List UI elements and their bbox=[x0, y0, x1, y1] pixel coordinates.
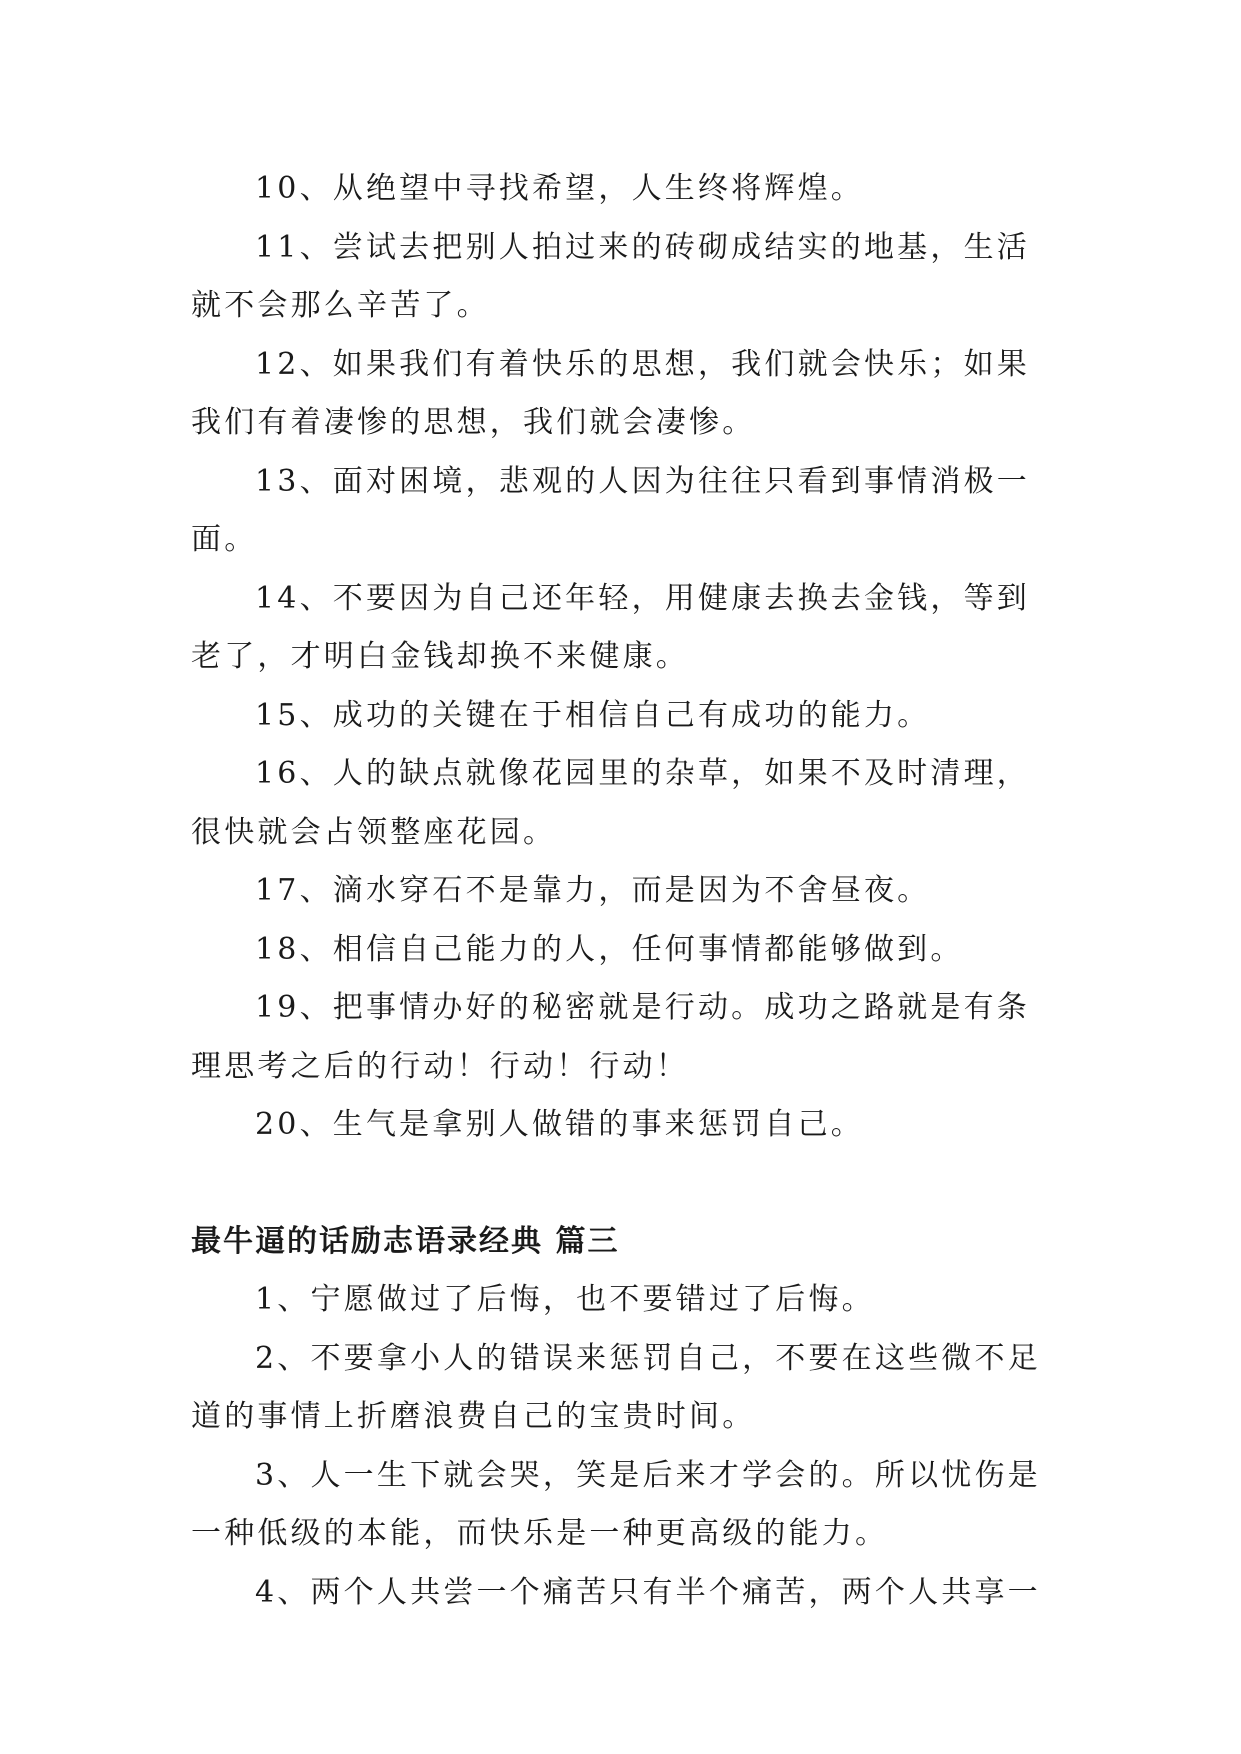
quote-item-13: 13、面对困境，悲观的人因为往往只看到事情消极一面。 bbox=[191, 463, 1030, 557]
quote-item-10: 10、从绝望中寻找希望，人生终将辉煌。 bbox=[255, 171, 864, 206]
quote-item-18: 18、相信自己能力的人，任何事情都能够做到。 bbox=[255, 931, 964, 967]
section-heading: 最牛逼的话励志语录经典 篇三 bbox=[191, 1223, 620, 1259]
quote-item-11: 11、尝试去把别人拍过来的砖砌成结实的地基，生活就不会那么辛苦了。 bbox=[191, 229, 1030, 323]
section3-item-4: 4、两个人共尝一个痛苦只有半个痛苦，两个人共享一 bbox=[255, 1574, 1041, 1610]
section3-item-3: 3、人一生下就会哭，笑是后来才学会的。所以忧伤是一种低级的本能，而快乐是一种更高级的能力。 bbox=[191, 1457, 1041, 1551]
quote-item-17: 17、滴水穿石不是靠力，而是因为不舍昼夜。 bbox=[255, 873, 931, 908]
section3-item-2: 2、不要拿小人的错误来惩罚自己，不要在这些微不足道的事情上折磨浪费自己的宝贵时间。 bbox=[191, 1340, 1041, 1434]
quote-item-15: 15、成功的关键在于相信自己有成功的能力。 bbox=[255, 697, 931, 733]
section3-item-1: 1、宁愿做过了后悔，也不要错过了后悔。 bbox=[255, 1282, 875, 1317]
quote-item-12: 12、如果我们有着快乐的思想，我们就会快乐；如果我们有着凄惨的思想，我们就会凄惨。 bbox=[191, 346, 1030, 440]
quote-item-14: 14、不要因为自己还年轻，用健康去换去金钱，等到老了，才明白金钱却换不来健康。 bbox=[191, 580, 1030, 674]
quote-item-19: 19、把事情办好的秘密就是行动。成功之路就是有条理思考之后的行动！行动！行动！ bbox=[191, 990, 1030, 1084]
quote-item-16: 16、人的缺点就像花园里的杂草，如果不及时清理，很快就会占领整座花园。 bbox=[191, 756, 1030, 850]
document-body bbox=[191, 160, 1051, 1622]
quote-item-20: 20、生气是拿别人做错的事来惩罚自己。 bbox=[255, 1107, 864, 1142]
